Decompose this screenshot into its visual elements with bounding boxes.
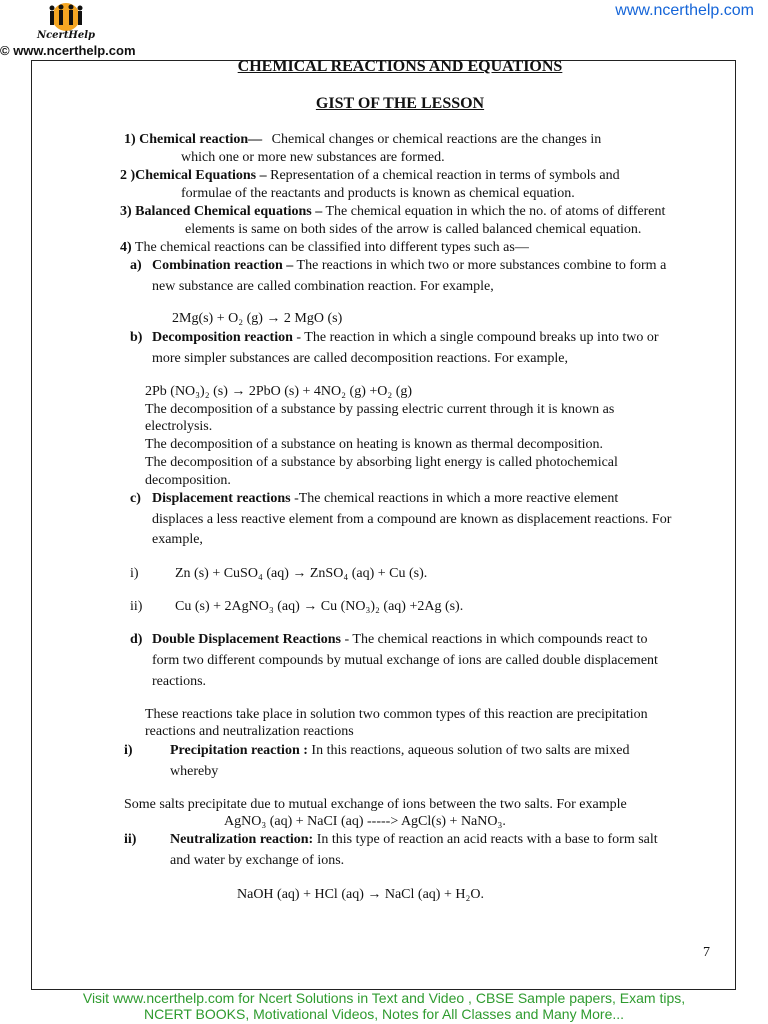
item-c-cont-2: example, [152,532,203,547]
ncerthelp-logo [30,0,102,42]
site-link-top[interactable]: www.ncerthelp.com [615,2,754,19]
footer-line-1[interactable]: Visit www.ncerthelp.com for Ncert Solutions in Text and Video , CBSE Sample papers, Exam tips, [82,990,686,1006]
item-d-cont: form two different compounds by mutual exchange of ions are called double displacement [152,653,658,668]
item-b-label: b) [130,330,143,345]
footer-line-2[interactable]: NCERT BOOKS, Motivational Videos, Notes for All Classes and Many More... [143,1006,625,1022]
page-number: 7 [703,945,710,960]
neutral-reaction: Neutralization reaction: In this type of reaction an acid reacts with a base to form salt [170,832,658,847]
copyright-text: © www.ncerthelp.com [0,43,136,58]
equation-6: NaOH (aq) + HCl (aq) → NaCl (aq) + H₂O. [237,887,484,902]
example-ii-label: ii) [130,599,143,614]
equation-5: AgNO₃ (aq) + NaCI (aq) -----> AgCl(s) + NaNO₃. [224,814,506,829]
equation-3: Zn (s) + CuSO₄ (aq) → ZnSO₄ (aq) + Cu (s). [175,566,428,581]
decomp-line-5: decomposition. [145,473,231,488]
point-3-cont: elements is same on both sides of the arrow is called balanced chemical equation. [185,222,642,237]
item-c-label: c) [130,491,141,506]
item-b: Decomposition reaction - The reaction in which a single compound breaks up into two or [152,330,659,345]
item-a-cont: new substance are called combination reaction. For example, [152,279,494,294]
equation-2: 2Pb (NO₃)₂ (s) → 2PbO (s) + 4NO₂ (g) +O₂ (g) [145,384,413,399]
item-c-cont: displaces a less reactive element from a compound are known as displacement reactions. For [152,512,672,527]
decomp-line-3: The decomposition of a substance on heating is known as thermal decomposition. [145,437,604,452]
precip-label: i) [124,743,133,758]
point-2-cont: formulae of the reactants and products is known as chemical equation. [181,186,575,201]
item-d-label: d) [130,632,143,647]
item-b-cont: more simpler substances are called decomposition reactions. For example, [152,351,568,366]
precip-reaction: Precipitation reaction : In this reactions, aqueous solution of two salts are mixed [170,743,630,758]
item-a-label: a) [130,258,142,273]
equation-4: Cu (s) + 2AgNO₃ (aq) → Cu (NO₃)₂ (aq) +2Ag (s). [175,599,464,614]
example-i-label: i) [130,566,139,581]
page-title: CHEMICAL REACTIONS AND EQUATIONS [237,58,563,75]
precip-cont: whereby [170,764,219,779]
point-4: 4) The chemical reactions can be classified into different types such as— [120,240,529,255]
point-2: 2 )Chemical Equations – Representation of a chemical reaction in terms of symbols and [120,168,620,183]
salts-line: Some salts precipitate due to mutual exchange of ions between the two salts. For example [124,797,627,812]
item-d: Double Displacement Reactions - The chemical reactions in which compounds react to [152,632,648,647]
item-c: Displacement reactions -The chemical reactions in which a more reactive element [152,491,619,506]
point-1: 1) Chemical reaction— Chemical changes or chemical reactions are the changes in [124,132,602,147]
decomp-line-2: electrolysis. [145,419,213,434]
page-subtitle: GIST OF THE LESSON [315,95,485,112]
types-line-2: reactions and neutralization reactions [145,724,354,739]
neutral-cont: and water by exchange of ions. [170,853,345,868]
item-d-cont-2: reactions. [152,674,207,689]
decomp-line-1: The decomposition of a substance by passing electric current through it is known as [145,402,615,417]
decomp-line-4: The decomposition of a substance by absorbing light energy is called photochemical [145,455,618,470]
types-line-1: These reactions take place in solution two common types of this reaction are precipitation [145,707,648,722]
point-1-cont: which one or more new substances are formed. [181,150,445,165]
equation-1: 2Mg(s) + O₂ (g) → 2 MgO (s) [172,311,343,326]
neutral-label: ii) [124,832,137,847]
item-a: Combination reaction – The reactions in which two or more substances combine to form a [152,258,667,273]
logo-icon [30,0,102,42]
point-3: 3) Balanced Chemical equations – The chemical equation in which the no. of atoms of different [120,204,666,219]
svg-text:NcertHelp: NcertHelp [36,30,96,41]
